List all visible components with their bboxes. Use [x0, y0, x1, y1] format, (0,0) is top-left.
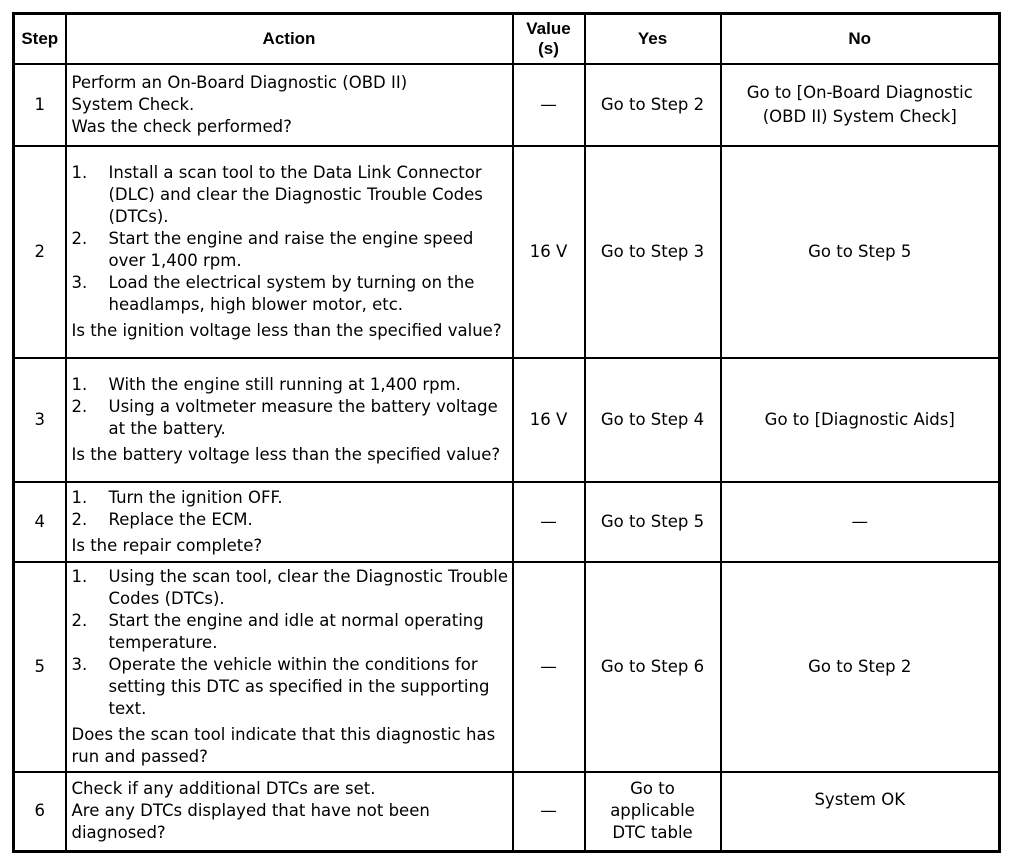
item-number: 1.: [71, 374, 88, 394]
step-number: 4: [14, 482, 66, 562]
action-intro: Perform an On-Board Diagnostic (OBD II): [71, 72, 408, 92]
yes-cell[interactable]: Go to Step 4: [585, 358, 721, 482]
value-cell: —: [513, 772, 585, 852]
no-cell[interactable]: Go to Step 2: [721, 562, 1000, 772]
value-cell: 16 V: [513, 358, 585, 482]
header-no: No: [721, 14, 1000, 64]
action-intro: System Check.: [71, 94, 195, 114]
item-number: 3.: [71, 654, 88, 674]
item-number: 2.: [71, 610, 88, 630]
list-item: [72, 487, 509, 509]
item-text: Start the engine and raise the engine speed over 1,400 rpm.: [108, 228, 474, 270]
value-cell: —: [513, 562, 585, 772]
header-action: Action: [66, 14, 513, 64]
item-number: 2.: [71, 228, 88, 248]
yes-cell[interactable]: Go to Step 6: [585, 562, 721, 772]
no-cell[interactable]: Go to [Diagnostic Aids]: [721, 358, 1000, 482]
item-number: 3.: [71, 272, 88, 292]
action-cell: [66, 146, 513, 358]
no-cell: —: [721, 482, 1000, 562]
action-cell: [66, 358, 513, 482]
list-item: [72, 374, 509, 396]
action-list: [72, 162, 509, 316]
header-step: Step: [14, 14, 66, 64]
step-number: 6: [14, 772, 66, 852]
no-cell[interactable]: Go to [On-Board Diagnostic (OBD II) System Check]: [721, 64, 1000, 146]
table-row: [14, 64, 1000, 146]
step-number: 1: [14, 64, 66, 146]
header-yes: Yes: [585, 14, 721, 64]
yes-cell[interactable]: Go to Step 3: [585, 146, 721, 358]
action-cell: [66, 482, 513, 562]
table-row: [14, 562, 1000, 772]
action-cell: [66, 64, 513, 146]
step-number: 5: [14, 562, 66, 772]
item-text: Using the scan tool, clear the Diagnostic Trouble Codes (DTCs).: [108, 566, 508, 608]
item-text: Turn the ignition OFF.: [108, 487, 283, 507]
list-item: [72, 566, 509, 610]
diagnostic-table: [12, 12, 1001, 853]
action-question: Was the check performed?: [71, 116, 292, 136]
value-cell: 16 V: [513, 146, 585, 358]
yes-cell[interactable]: Go to Step 5: [585, 482, 721, 562]
table-row: [14, 772, 1000, 852]
list-item: [72, 610, 509, 654]
action-cell: [66, 562, 513, 772]
list-item: [72, 654, 509, 720]
item-number: 1.: [71, 566, 88, 586]
header-value: Value (s): [513, 14, 585, 64]
list-item: [72, 272, 509, 316]
item-text: Load the electrical system by turning on the headlamps, high blower motor, etc.: [108, 272, 475, 314]
item-text: Using a voltmeter measure the battery voltage at the battery.: [108, 396, 498, 438]
header-row: [14, 14, 1000, 64]
no-cell[interactable]: Go to Step 5: [721, 146, 1000, 358]
action-intro: Check if any additional DTCs are set.: [71, 779, 376, 799]
action-cell: [66, 772, 513, 852]
item-text: Replace the ECM.: [108, 509, 253, 529]
list-item: [72, 509, 509, 531]
item-number: 2.: [71, 396, 88, 416]
action-list: [72, 374, 509, 440]
value-cell: —: [513, 482, 585, 562]
list-item: [72, 162, 509, 228]
table-row: [14, 358, 1000, 482]
yes-cell[interactable]: Go to applicable DTC table: [585, 772, 721, 852]
action-list: [72, 487, 509, 531]
action-list: [72, 566, 509, 720]
item-text: Operate the vehicle within the conditions for setting this DTC as specified in the supporting text.: [108, 654, 490, 718]
item-number: 1.: [71, 487, 88, 507]
item-number: 2.: [71, 509, 88, 529]
item-number: 1.: [71, 162, 88, 182]
action-question: Is the battery voltage less than the specified value?: [71, 444, 501, 464]
yes-cell[interactable]: Go to Step 2: [585, 64, 721, 146]
table-row: [14, 482, 1000, 562]
list-item: [72, 228, 509, 272]
no-cell: System OK: [721, 772, 1000, 852]
step-number: 3: [14, 358, 66, 482]
item-text: Install a scan tool to the Data Link Connector (DLC) and clear the Diagnostic Trouble Codes (DTCs).: [108, 162, 483, 226]
action-question: Are any DTCs displayed that have not been diagnosed?: [71, 801, 430, 843]
list-item: [72, 396, 509, 440]
value-cell: —: [513, 64, 585, 146]
action-question: Does the scan tool indicate that this diagnostic has run and passed?: [71, 724, 496, 766]
step-number: 2: [14, 146, 66, 358]
table-row: [14, 146, 1000, 358]
action-question: Is the repair complete?: [71, 535, 263, 555]
item-text: With the engine still running at 1,400 rpm.: [108, 374, 461, 394]
item-text: Start the engine and idle at normal operating temperature.: [108, 610, 484, 652]
action-question: Is the ignition voltage less than the specified value?: [71, 320, 502, 340]
